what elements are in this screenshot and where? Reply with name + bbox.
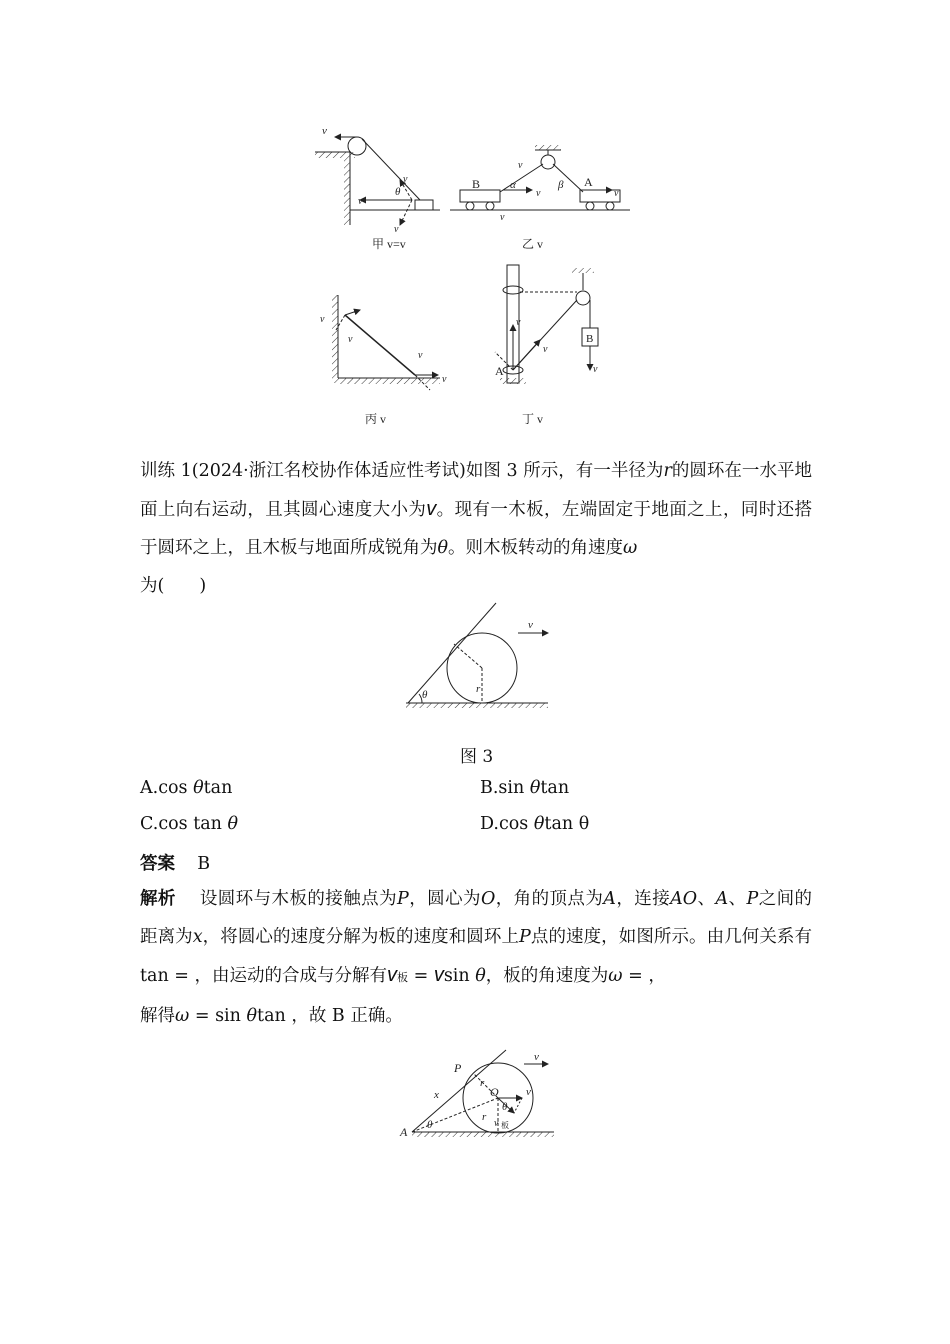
top-figure [300, 120, 660, 440]
jia-caption: 甲 v=v [372, 237, 406, 251]
yi-A: A [584, 175, 593, 189]
yi-alpha: α [510, 179, 516, 191]
sol-O: O [490, 1085, 499, 1099]
yi-vB: v [536, 188, 541, 199]
sol-r1: r [480, 1077, 485, 1089]
answer-label: 答案 [140, 854, 175, 874]
jia-vpar: v [403, 174, 408, 185]
panel-ding [495, 265, 598, 426]
sol-x: x [434, 1089, 439, 1101]
option-d[interactable]: D.cos θtan θ [480, 814, 590, 834]
option-c[interactable]: C.cos tan θ [140, 814, 239, 834]
jia-vperp: v [394, 224, 399, 235]
bing-v1: v [320, 314, 325, 325]
sol-P: P [454, 1061, 462, 1075]
ding-caption: 丁 v [522, 412, 544, 426]
bing-v2: v [348, 334, 353, 345]
question-source: (2024·浙江名校协作体适应性考试) [191, 461, 466, 481]
fig3-theta: θ [422, 689, 428, 701]
panel-bing [320, 295, 447, 426]
question-paragraph [140, 452, 812, 605]
sol-theta-a: θ [427, 1119, 433, 1131]
answer-value: B [197, 854, 211, 874]
panel-jia [315, 125, 440, 251]
bing-caption: 丙 v [365, 412, 387, 426]
ding-vB: v [593, 364, 598, 375]
analysis-label: 解析 [140, 889, 176, 909]
question-theta: θ [437, 538, 449, 558]
sol-A: A [400, 1125, 408, 1139]
sol-theta-o: θ [502, 1101, 508, 1113]
bing-v3: v [418, 350, 423, 361]
question-omega: ω [623, 538, 638, 558]
yi-caption: 乙 v [522, 237, 544, 251]
yi-vA: v [614, 188, 619, 199]
ding-B: B [586, 333, 594, 345]
figure-3 [400, 600, 560, 712]
analysis-paragraph: 解析 设圆环与木板的接触点为P，圆心为O，角的顶点为A，连接AO、A、P之间的距离为x，将圆心的速度分解为板的速度和圆环上P点的速度，如图所示。由几何关系有 tan = ，由运动的合成与分解有v板 = vsin θ，板的角速度为ω = ， 解得ω = sin θtan ，故 B 正确。 [140, 889, 813, 1026]
question-tag: 训练 1 [140, 461, 192, 481]
question-text: 为( ) [140, 576, 207, 596]
question-text: 如图 3 所示，有一半径为 [465, 461, 664, 481]
question-r: r [663, 461, 672, 481]
ding-A: A [495, 364, 504, 378]
sol-v: v [526, 1086, 531, 1098]
sol-r2: r [482, 1111, 487, 1123]
sol-vban: v [494, 1118, 499, 1129]
fig3-v: v [528, 619, 533, 631]
question-text: 的圆环在一水平地面上向右运动，且其圆心速度大小为 [140, 461, 813, 520]
ding-vA: v [516, 317, 521, 328]
jia-v: v [322, 125, 327, 137]
yi-beta: β [558, 179, 564, 191]
sol-vban-sub: 板 [501, 1121, 509, 1130]
yi-B: B [472, 177, 481, 191]
bing-v4: v [442, 374, 447, 385]
yi-vperp: v [500, 212, 505, 223]
jia-vwu: v [358, 196, 363, 207]
option-b[interactable]: B.sin θtan [480, 778, 570, 798]
sol-v-top: v [534, 1051, 539, 1063]
answer [140, 850, 210, 875]
panel-yi [450, 145, 630, 251]
ding-vpar: v [543, 344, 548, 355]
question-text: 。则木板转动的角速度 [448, 538, 624, 558]
question-text: 。现有一木板，左端固定于地面之上，同时还搭于圆环之上，且木板与地面所成锐角为 [140, 500, 813, 558]
jia-theta: θ [395, 186, 401, 198]
yi-vpar: v [518, 160, 523, 171]
figure-solution [398, 1050, 558, 1142]
figure-3-caption: 图 3 [460, 747, 494, 767]
option-a[interactable]: A.cos θtan [140, 778, 233, 798]
question-v: v [426, 498, 437, 520]
fig3-r: r [476, 683, 481, 695]
